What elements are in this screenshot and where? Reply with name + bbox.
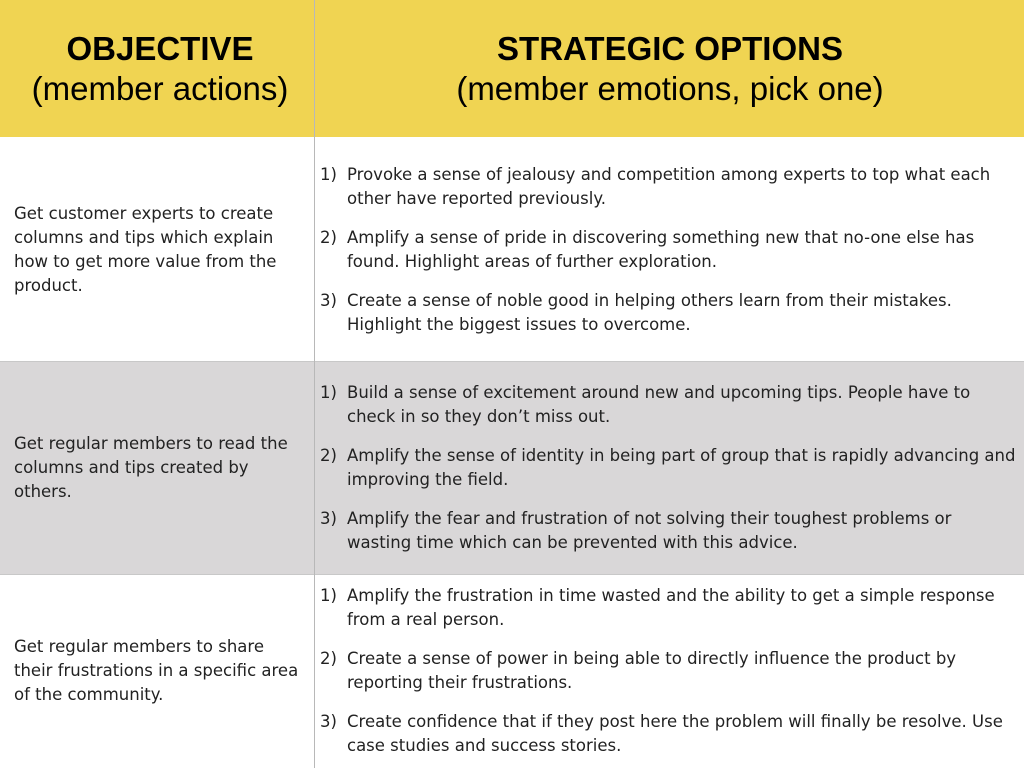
table-row: [0, 362, 1024, 574]
option-text: Amplify the fear and frustration of not solving their toughest problems or wasting time which can be prevented with this advice.: [347, 509, 952, 552]
strategic-options-header-title: STRATEGIC OPTIONS: [497, 29, 843, 67]
option-text: Amplify the frustration in time wasted and the ability to get a simple response from a real person.: [347, 586, 995, 629]
option-number: 3): [320, 290, 337, 310]
objective-text: Get regular members to read the columns and tips created by others.: [14, 434, 288, 501]
strategic-options-header-cell: [315, 0, 1024, 137]
option-item: [320, 289, 1020, 337]
objective-header-cell: [0, 0, 314, 137]
objective-text: Get regular members to share their frustrations in a specific area of the community.: [14, 637, 299, 704]
options-list: [320, 381, 1020, 555]
objective-cell: [0, 574, 314, 768]
option-number: 1): [320, 383, 337, 402]
option-item: [320, 710, 1020, 758]
objective-header-title: OBJECTIVE: [66, 29, 254, 67]
option-number: 1): [320, 164, 337, 184]
objective-header-subtitle: (member actions): [31, 69, 289, 107]
options-list: [320, 584, 1020, 758]
option-item: [320, 226, 1020, 274]
option-text: Amplify the sense of identity in being part of group that is rapidly advancing and improving the field.: [347, 446, 1016, 489]
options-cell: [315, 137, 1024, 362]
option-number: 1): [320, 586, 337, 605]
objective-text: Get customer experts to create columns and tips which explain how to get more value from the product.: [14, 203, 277, 295]
objective-cell: [0, 362, 314, 574]
strategic-options-header-subtitle: (member emotions, pick one): [456, 69, 884, 107]
option-number: 3): [320, 509, 337, 528]
option-number: 2): [320, 446, 337, 465]
option-text: Create a sense of noble good in helping others learn from their mistakes. Highlight the biggest issues to overcome.: [347, 290, 952, 334]
row-divider: [0, 574, 1024, 575]
objective-cell: [0, 137, 314, 362]
column-divider: [314, 0, 315, 768]
option-number: 2): [320, 227, 337, 247]
option-item: [320, 647, 1020, 695]
option-text: Create confidence that if they post here the problem will finally be resolve. Use case studies and success stories.: [347, 712, 1003, 755]
option-number: 3): [320, 712, 337, 731]
option-item: [320, 584, 1020, 632]
table-header-row: [0, 0, 1024, 137]
option-item: [320, 381, 1020, 429]
option-text: Amplify a sense of pride in discovering something new that no-one else has found. Highlight areas of further exploration.: [347, 227, 975, 271]
options-list: [320, 163, 1020, 337]
row-divider: [0, 361, 1024, 362]
option-number: 2): [320, 649, 337, 668]
option-item: [320, 507, 1020, 555]
table-row: [0, 137, 1024, 362]
options-cell: [315, 362, 1024, 574]
option-text: Create a sense of power in being able to directly influence the product by reporting their frustrations.: [347, 649, 957, 692]
option-item: [320, 163, 1020, 211]
option-text: Provoke a sense of jealousy and competition among experts to top what each other have reported previously.: [347, 164, 991, 208]
table-row: [0, 574, 1024, 768]
option-text: Build a sense of excitement around new and upcoming tips. People have to check in so they don’t miss out.: [347, 383, 971, 426]
option-item: [320, 444, 1020, 492]
options-cell: [315, 574, 1024, 768]
